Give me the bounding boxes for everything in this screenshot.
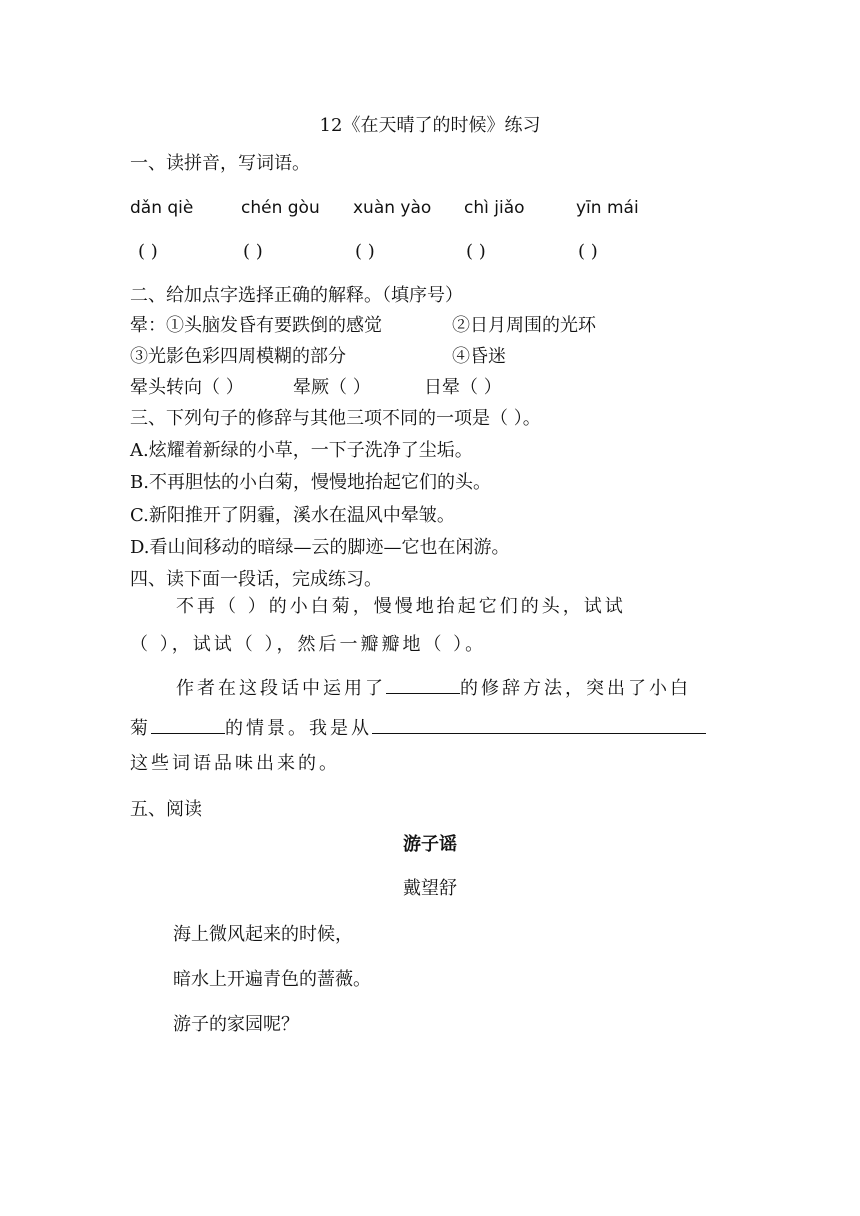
pinyin-3: xuàn yào	[353, 198, 432, 218]
pinyin-5: yīn mái	[576, 198, 639, 218]
answer-blank-2[interactable]: ( )	[243, 241, 263, 262]
answer-blank-5[interactable]: ( )	[578, 241, 598, 262]
passage-line-2: （ ），试试（ ），然后一瓣瓣地（ ）。	[130, 634, 487, 655]
meaning-option-1: 晕：①头脑发昏有要跌倒的感觉	[130, 315, 382, 336]
poem-line-1: 海上微风起来的时候，	[173, 924, 353, 945]
question-2a[interactable]: 晕头转向（ ）	[130, 377, 244, 398]
pinyin-2: chén gòu	[241, 198, 320, 218]
meaning-option-2: ②日月周围的光环	[452, 315, 596, 336]
poem-title: 游子谣	[403, 834, 457, 855]
fill-question-line-3: 这些词语品味出来的。	[130, 753, 340, 774]
poem-line-2: 暗水上开遍青色的蔷薇。	[173, 969, 371, 990]
fill-question-line-2	[130, 713, 706, 741]
answer-blank-4[interactable]: ( )	[466, 241, 486, 262]
section2-heading: 二、给加点字选择正确的解释。（填序号）	[130, 285, 463, 306]
section4-heading: 四、读下面一段话，完成练习。	[130, 569, 382, 590]
scene-blank[interactable]	[151, 713, 225, 734]
fill-text-2: 的修辞方法，突出了小白	[460, 678, 691, 699]
question-2c[interactable]: 日晕（ ）	[424, 377, 502, 398]
choice-b[interactable]: B.不再胆怯的小白菊，慢慢地抬起它们的头。	[130, 472, 491, 493]
passage-line-1: 不再（ ）的小白菊，慢慢地抬起它们的头，试试	[176, 596, 626, 617]
fill-text-1: 作者在这段话中运用了	[176, 678, 386, 699]
fill-text-4: 的情景。我是从	[225, 718, 372, 739]
pinyin-4: chì jiǎo	[464, 198, 525, 218]
poem-line-3: 游子的家园呢？	[173, 1014, 299, 1035]
section5-heading: 五、阅读	[130, 799, 202, 820]
answer-blank-3[interactable]: ( )	[355, 241, 375, 262]
choice-c[interactable]: C.新阳推开了阴霾，溪水在温风中晕皱。	[130, 505, 455, 526]
meaning-option-3: ③光影色彩四周模糊的部分	[130, 346, 346, 367]
section3-heading: 三、下列句子的修辞与其他三项不同的一项是（ ）。	[130, 408, 541, 429]
answer-blank-1[interactable]: ( )	[138, 241, 158, 262]
words-blank[interactable]	[372, 713, 706, 734]
choice-d[interactable]: D.看山间移动的暗绿—云的脚迹—它也在闲游。	[130, 537, 510, 558]
section1-heading: 一、读拼音，写词语。	[130, 153, 310, 174]
page-title: 12《在天晴了的时候》练习	[319, 115, 541, 136]
choice-a[interactable]: A.炫耀着新绿的小草，一下子洗净了尘垢。	[130, 440, 473, 461]
fill-question-line-1	[176, 673, 691, 701]
fill-text-3: 菊	[130, 718, 151, 739]
question-2b[interactable]: 晕厥（ ）	[293, 377, 371, 398]
meaning-option-4: ④昏迷	[452, 346, 506, 367]
rhetoric-blank[interactable]	[386, 673, 460, 694]
poem-author: 戴望舒	[403, 878, 457, 899]
pinyin-1: dǎn qiè	[130, 198, 194, 218]
